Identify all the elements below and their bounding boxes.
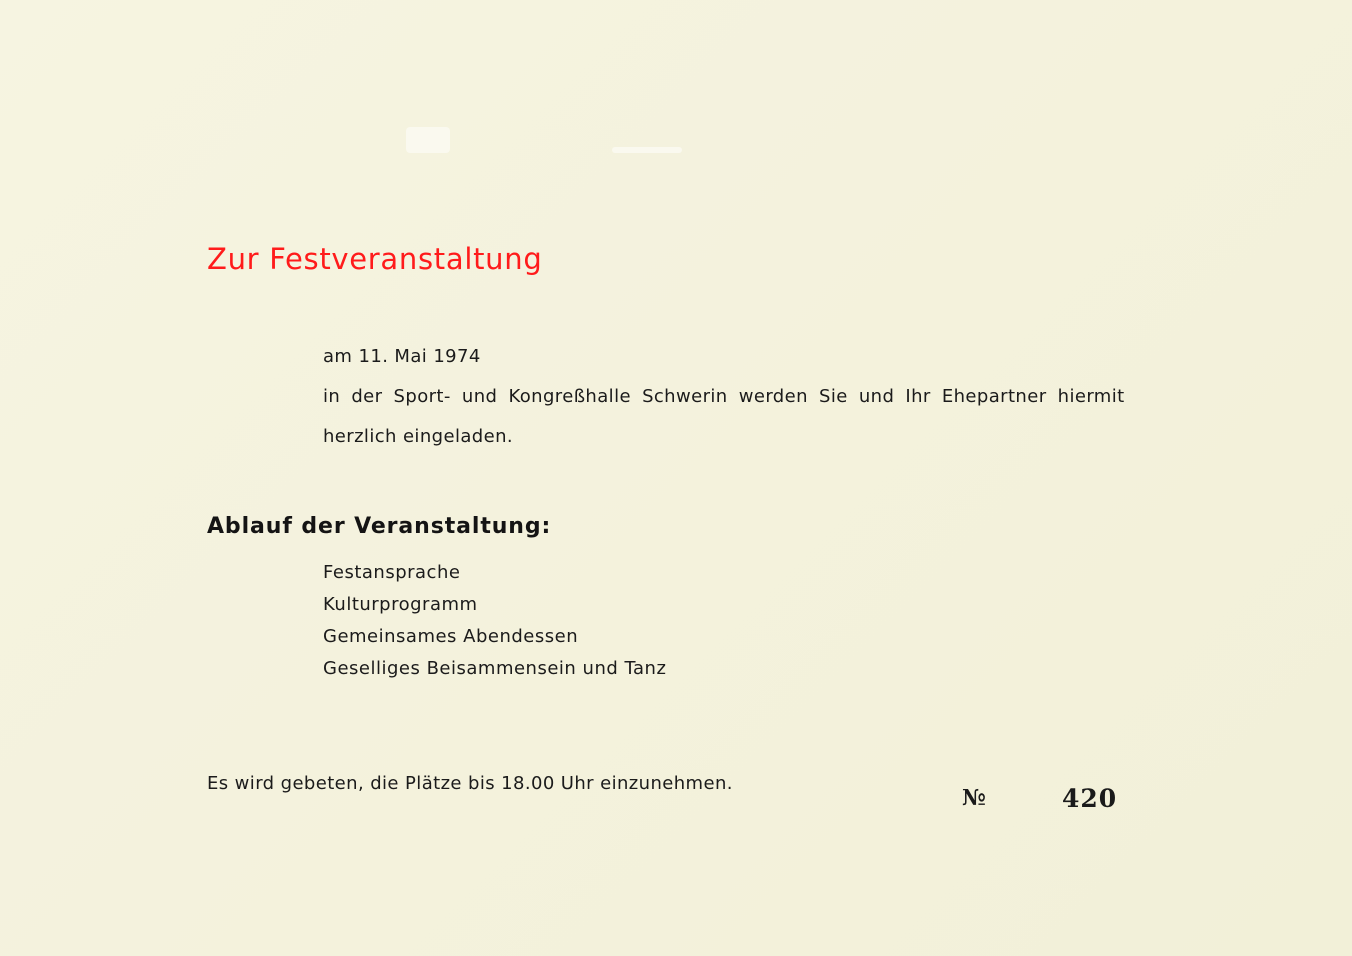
program-item: Gemeinsames Abendessen xyxy=(323,626,579,647)
program-heading: Ablauf der Veranstaltung: xyxy=(207,514,552,539)
invitation-number xyxy=(962,785,1122,817)
program-item: Festansprache xyxy=(323,562,461,583)
invitation-text xyxy=(323,337,1143,457)
number-prefix: № xyxy=(962,785,986,811)
paper-speck xyxy=(406,127,450,153)
program-list xyxy=(323,557,666,685)
invitation-sentence: in der Sport- und Kongreßhalle Schwerin werden Sie und Ihr Ehepartner hiermit xyxy=(323,386,1125,407)
invitation-sentence-end: herzlich eingeladen. xyxy=(323,426,514,447)
event-date: am 11. Mai 1974 xyxy=(323,346,481,367)
program-item: Kulturprogramm xyxy=(323,594,478,615)
invitation-title: Zur Festveranstaltung xyxy=(207,242,543,276)
paper-speck xyxy=(612,147,682,153)
number-value: 420 xyxy=(1062,784,1118,813)
program-item: Geselliges Beisammensein und Tanz xyxy=(323,658,667,679)
seating-note: Es wird gebeten, die Plätze bis 18.00 Uhr einzunehmen. xyxy=(207,773,733,794)
